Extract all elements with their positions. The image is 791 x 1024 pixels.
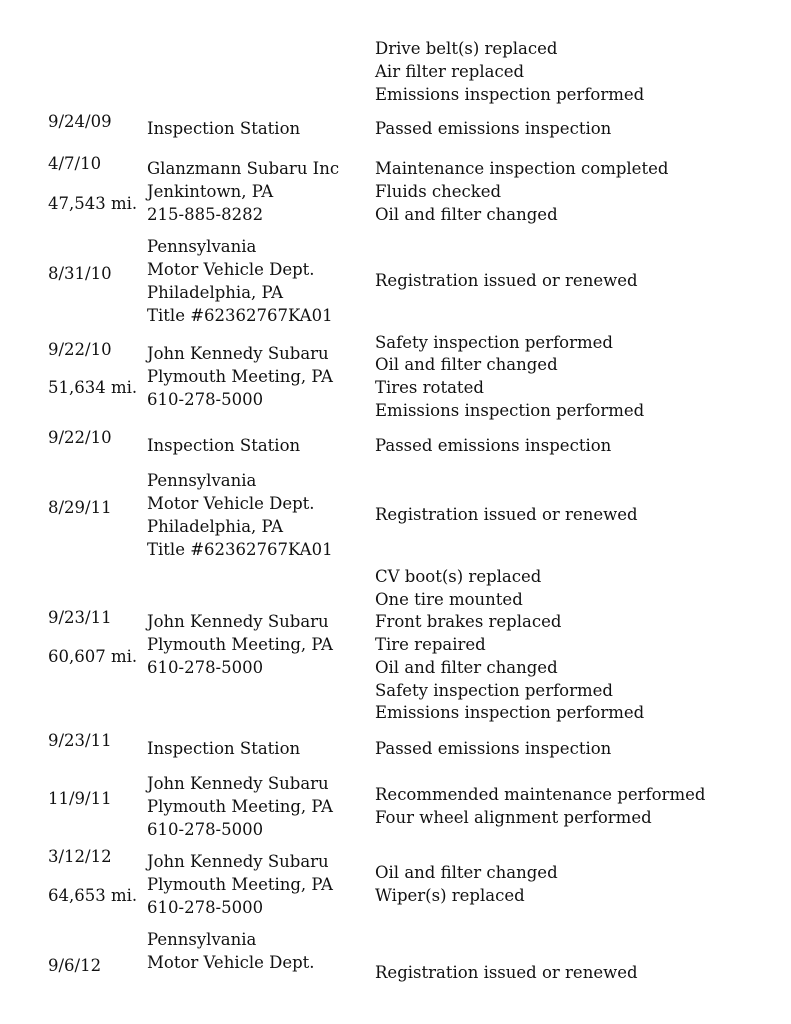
record-location-line: Jenkintown, PA	[147, 182, 274, 201]
record-location-line: John Kennedy Subaru	[147, 852, 329, 871]
record-date: 9/22/10	[48, 428, 112, 447]
record-location-line: Plymouth Meeting, PA	[147, 797, 333, 816]
record-location-line: Motor Vehicle Dept.	[147, 953, 315, 972]
record-location-line: John Kennedy Subaru	[147, 612, 329, 631]
service-line: Fluids checked	[375, 182, 502, 201]
service-line: Safety inspection performed	[375, 333, 613, 352]
service-line: Tire repaired	[375, 635, 486, 654]
service-line: Four wheel alignment performed	[375, 808, 652, 827]
record-location-line: Pennsylvania	[147, 471, 257, 490]
service-line: Emissions inspection performed	[375, 703, 645, 722]
record-location-line: Plymouth Meeting, PA	[147, 635, 333, 654]
record-date: 9/6/12	[48, 956, 102, 975]
record-date: 8/29/11	[48, 498, 112, 517]
service-line: Recommended maintenance performed	[375, 785, 706, 804]
record-date: 4/7/10	[48, 154, 102, 173]
record-mileage: 64,653 mi.	[48, 886, 138, 905]
record-location-line: Plymouth Meeting, PA	[147, 367, 333, 386]
service-line: Oil and filter changed	[375, 205, 558, 224]
record-location-line: Title #62362767KA01	[147, 540, 333, 559]
record-location-line: Motor Vehicle Dept.	[147, 260, 315, 279]
service-line: Passed emissions inspection	[375, 739, 612, 758]
service-line: Air filter replaced	[375, 62, 525, 81]
record-location-line: Inspection Station	[147, 436, 301, 455]
record-date: 11/9/11	[48, 789, 112, 808]
record-location-line: Pennsylvania	[147, 930, 257, 949]
record-date: 3/12/12	[48, 847, 112, 866]
service-line: Wiper(s) replaced	[375, 886, 525, 905]
service-line: Registration issued or renewed	[375, 271, 638, 290]
record-mileage: 51,634 mi.	[48, 378, 138, 397]
service-line: Drive belt(s) replaced	[375, 39, 558, 58]
record-location-line: Pennsylvania	[147, 237, 257, 256]
record-location-line: John Kennedy Subaru	[147, 344, 329, 363]
record-location-line: Title #62362767KA01	[147, 306, 333, 325]
record-location-line: Philadelphia, PA	[147, 517, 284, 536]
record-date: 8/31/10	[48, 264, 112, 283]
record-location-line: Motor Vehicle Dept.	[147, 494, 315, 513]
service-line: Front brakes replaced	[375, 612, 562, 631]
service-line: Registration issued or renewed	[375, 505, 638, 524]
record-location-line: 610-278-5000	[147, 658, 264, 677]
service-line: Emissions inspection performed	[375, 401, 645, 420]
service-line: Oil and filter changed	[375, 658, 558, 677]
record-mileage: 60,607 mi.	[48, 647, 138, 666]
service-line: Oil and filter changed	[375, 863, 558, 882]
service-line: CV boot(s) replaced	[375, 567, 542, 586]
record-date: 9/23/11	[48, 731, 112, 750]
service-line: Emissions inspection performed	[375, 85, 645, 104]
service-line: Oil and filter changed	[375, 355, 558, 374]
service-line: Safety inspection performed	[375, 681, 613, 700]
service-line: Passed emissions inspection	[375, 119, 612, 138]
service-line: Passed emissions inspection	[375, 436, 612, 455]
record-location-line: Inspection Station	[147, 119, 301, 138]
record-location-line: Plymouth Meeting, PA	[147, 875, 333, 894]
record-location-line: Philadelphia, PA	[147, 283, 284, 302]
record-location-line: 610-278-5000	[147, 820, 264, 839]
record-location-line: 610-278-5000	[147, 390, 264, 409]
record-date: 9/24/09	[48, 112, 112, 131]
service-line: Registration issued or renewed	[375, 963, 638, 982]
service-line: Tires rotated	[375, 378, 484, 397]
record-location-line: Glanzmann Subaru Inc	[147, 159, 340, 178]
record-location-line: 610-278-5000	[147, 898, 264, 917]
service-line: Maintenance inspection completed	[375, 159, 669, 178]
record-date: 9/23/11	[48, 608, 112, 627]
service-line: One tire mounted	[375, 590, 523, 609]
record-date: 9/22/10	[48, 340, 112, 359]
record-location-line: Inspection Station	[147, 739, 301, 758]
record-mileage: 47,543 mi.	[48, 194, 138, 213]
record-location-line: John Kennedy Subaru	[147, 774, 329, 793]
record-location-line: 215-885-8282	[147, 205, 264, 224]
